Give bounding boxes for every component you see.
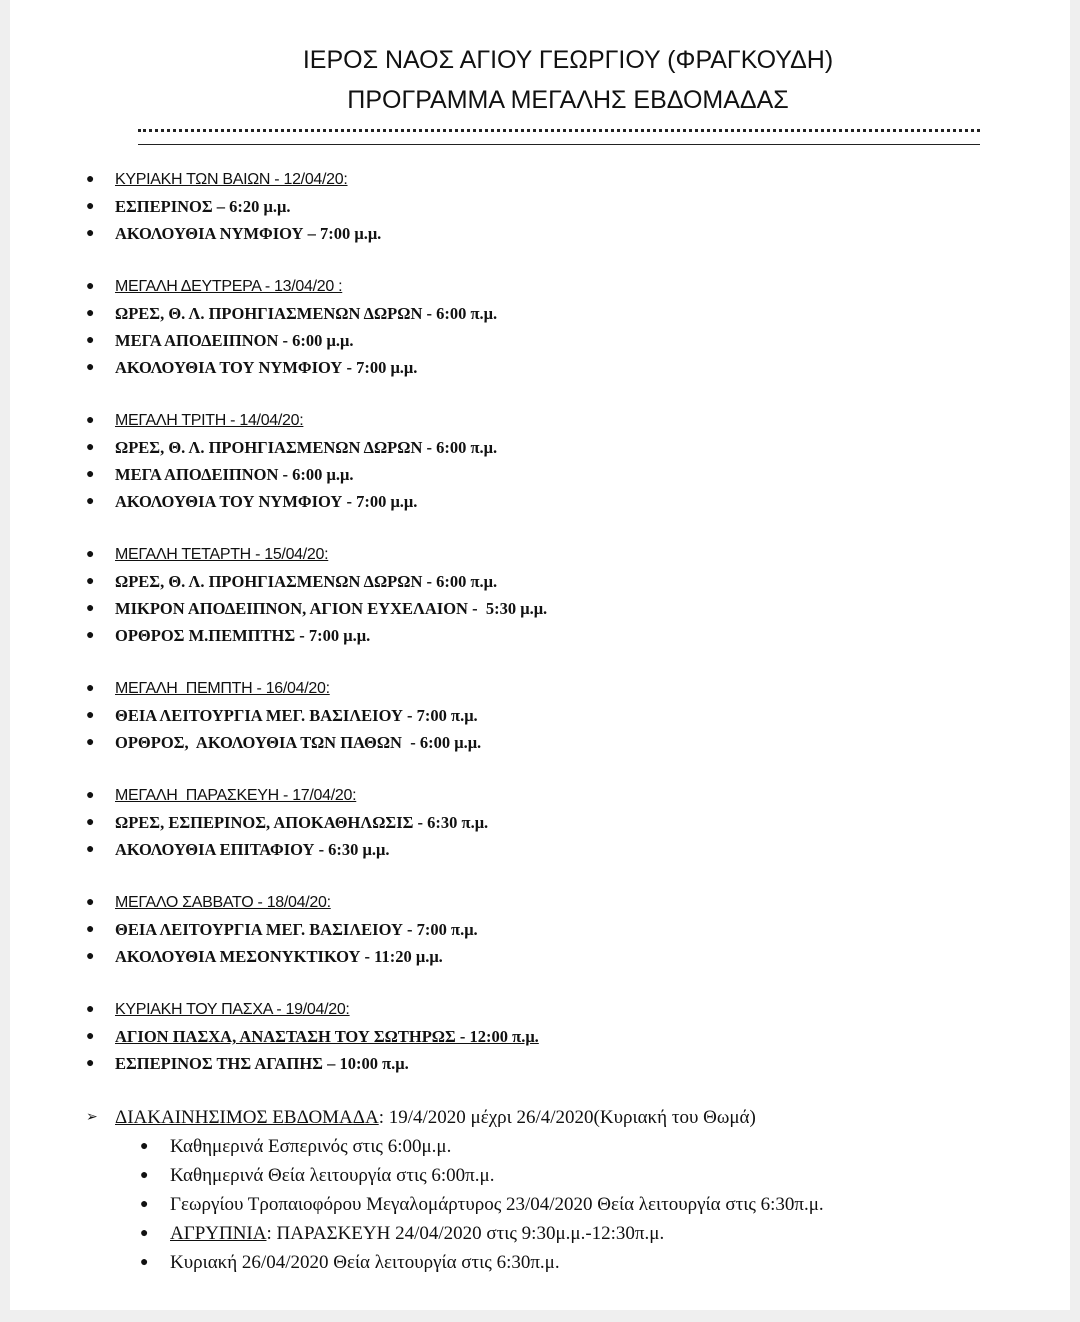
bullet-icon: ●	[86, 601, 95, 616]
bullet-icon: ●	[86, 574, 95, 589]
church-title: ΙΕΡΟΣ ΝΑΟΣ ΑΓΙΟΥ ΓΕΩΡΓΙΟΥ (ΦΡΑΓΚΟΥΔΗ)	[302, 46, 834, 74]
service-item	[10, 488, 1070, 515]
bullet-icon: ●	[86, 1002, 95, 1017]
day-heading	[10, 782, 1070, 809]
renewal-item	[10, 1219, 1070, 1248]
bullet-icon: ●	[140, 1197, 149, 1212]
service-item	[10, 595, 1070, 622]
bullet-icon: ●	[86, 708, 95, 723]
renewal-item	[10, 1248, 1070, 1277]
bullet-icon: ●	[86, 1029, 95, 1044]
renewal-item-text	[170, 1132, 451, 1161]
day-heading	[10, 273, 1070, 300]
document-page	[10, 0, 1070, 1310]
day-heading-text: ΜΕΓΑΛΟ ΣΑΒΒΑΤΟ - 18/04/20:	[115, 894, 331, 911]
day-heading	[10, 675, 1070, 702]
service-text: ΟΡΘΡΟΣ, ΑΚΟΛΟΥΘΙΑ ΤΩΝ ΠΑΘΩΝ - 6:00 μ.μ.	[115, 733, 482, 752]
service-text: ΩΡΕΣ, Θ. Λ. ΠΡΟΗΓΙΑΣΜΕΝΩΝ ΔΩΡΩΝ - 6:00 π.μ.	[115, 572, 498, 591]
day-heading	[10, 996, 1070, 1023]
service-text: ΑΚΟΛΟΥΘΙΑ ΜΕΣΟΝΥΚΤΙΚΟΥ - 11:20 μ.μ.	[115, 947, 443, 966]
bullet-icon: ●	[86, 494, 95, 509]
bullet-icon: ●	[140, 1255, 149, 1270]
renewal-item-text	[170, 1161, 494, 1190]
bullet-icon: ●	[86, 895, 95, 910]
bullet-icon: ●	[86, 413, 95, 428]
day-heading-text: ΜΕΓΑΛΗ ΤΡΙΤΗ - 14/04/20:	[115, 412, 304, 429]
day-heading-text: ΜΕΓΑΛΗ ΠΕΜΠΤΗ - 16/04/20:	[115, 680, 330, 697]
blank-line	[10, 247, 1070, 273]
renewal-week-text	[115, 1103, 756, 1132]
bullet-icon: ●	[140, 1139, 149, 1154]
service-text: ΘΕΙΑ ΛΕΙΤΟΥΡΓΙΑ ΜΕΓ. ΒΑΣΙΛΕΙΟΥ - 7:00 π.μ.	[115, 706, 478, 725]
service-text: ΟΡΘΡΟΣ Μ.ΠΕΜΠΤΗΣ - 7:00 μ.μ.	[115, 626, 371, 645]
bullet-icon: ●	[86, 199, 95, 214]
blank-line	[10, 1077, 1070, 1103]
renewal-item	[10, 1190, 1070, 1219]
service-text: ΑΓΙΟΝ ΠΑΣΧΑ, ΑΝΑΣΤΑΣΗ ΤΟΥ ΣΩΤΗΡΩΣ - 12:00 π.μ.	[115, 1027, 539, 1046]
service-text: ΑΚΟΛΟΥΘΙΑ ΕΠΙΤΑΦΙΟΥ - 6:30 μ.μ.	[115, 840, 390, 859]
service-item	[10, 916, 1070, 943]
service-text: ΩΡΕΣ, Θ. Λ. ΠΡΟΗΓΙΑΣΜΕΝΩΝ ΔΩΡΩΝ - 6:00 π.μ.	[115, 438, 498, 457]
bullet-icon: ●	[86, 815, 95, 830]
day-heading	[10, 166, 1070, 193]
bullet-icon: ●	[86, 226, 95, 241]
service-text: ΑΚΟΛΟΥΘΙΑ ΝΥΜΦΙΟΥ – 7:00 μ.μ.	[115, 224, 382, 243]
bullet-icon: ●	[86, 788, 95, 803]
day-heading-text: ΚΥΡΙΑΚΗ ΤΟΥ ΠΑΣΧΑ - 19/04/20:	[115, 1001, 350, 1018]
renewal-item-text	[170, 1248, 560, 1277]
bullet-icon: ●	[86, 1056, 95, 1071]
service-item	[10, 809, 1070, 836]
bullet-icon: ●	[86, 842, 95, 857]
renewal-item	[10, 1161, 1070, 1190]
day-heading-text: ΜΕΓΑΛΗ ΔΕΥΤΡΕΡΑ - 13/04/20 :	[115, 278, 343, 295]
bullet-icon: ●	[86, 306, 95, 321]
renewal-week-label: ΔΙΑΚΑΙΝΗΣΙΜΟΣ ΕΒΔΟΜΑΔΑ	[115, 1107, 379, 1128]
blank-line	[10, 381, 1070, 407]
bullet-icon: ●	[86, 172, 95, 187]
day-heading	[10, 889, 1070, 916]
bullet-icon: ●	[86, 735, 95, 750]
bullet-icon: ●	[140, 1168, 149, 1183]
arrow-bullet-icon: ➢	[86, 1110, 98, 1125]
renewal-week-dates: : 19/4/2020 μέχρι 26/4/2020(Κυριακή του Θωμά)	[378, 1107, 756, 1128]
schedule-title: ΠΡΟΓΡΑΜΜΑ ΜΕΓΑΛΗΣ ΕΒΔΟΜΑΔΑΣ	[347, 86, 789, 114]
service-item	[10, 354, 1070, 381]
service-text: ΜΕΓΑ ΑΠΟΔΕΙΠΝΟΝ - 6:00 μ.μ.	[115, 331, 354, 350]
service-text: ΜΙΚΡΟΝ ΑΠΟΔΕΙΠΝΟΝ, ΑΓΙΟΝ ΕΥΧΕΛΑΙΟΝ - 5:30 μ.μ.	[115, 599, 548, 618]
bullet-icon: ●	[86, 681, 95, 696]
service-text: ΜΕΓΑ ΑΠΟΔΕΙΠΝΟΝ - 6:00 μ.μ.	[115, 465, 354, 484]
bullet-icon: ●	[86, 467, 95, 482]
service-item	[10, 943, 1070, 970]
service-item	[10, 1050, 1070, 1077]
service-item	[10, 836, 1070, 863]
service-item	[10, 434, 1070, 461]
service-item	[10, 461, 1070, 488]
service-item	[10, 568, 1070, 595]
blank-line	[10, 970, 1070, 996]
blank-line	[10, 863, 1070, 889]
service-item	[10, 702, 1070, 729]
day-heading-text: ΚΥΡΙΑΚΗ ΤΩΝ ΒΑΙΩΝ - 12/04/20:	[115, 171, 348, 188]
service-item	[10, 729, 1070, 756]
bullet-icon: ●	[86, 333, 95, 348]
service-text: ΕΣΠΕΡΙΝΟΣ – 6:20 μ.μ.	[115, 197, 291, 216]
renewal-item-text	[170, 1219, 664, 1248]
renewal-item-label: ΑΓΡΥΠΝΙΑ	[170, 1223, 267, 1244]
bullet-icon: ●	[86, 949, 95, 964]
bullet-icon: ●	[86, 360, 95, 375]
day-heading	[10, 407, 1070, 434]
service-item	[10, 193, 1070, 220]
day-heading-text: ΜΕΓΑΛΗ ΤΕΤΑΡΤΗ - 15/04/20:	[115, 546, 329, 563]
service-text: ΕΣΠΕΡΙΝΟΣ ΤΗΣ ΑΓΑΠΗΣ – 10:00 π.μ.	[115, 1054, 409, 1073]
schedule-list	[10, 166, 1070, 1277]
service-item	[10, 300, 1070, 327]
bullet-icon: ●	[86, 279, 95, 294]
bullet-icon: ●	[86, 440, 95, 455]
renewal-item-body: Καθημερινά Θεία λειτουργία στις 6:00π.μ.	[170, 1165, 495, 1186]
renewal-item-body: Κυριακή 26/04/2020 Θεία λειτουργία στις 6:30π.μ.	[170, 1252, 560, 1273]
blank-line	[10, 756, 1070, 782]
renewal-item-body: Γεωργίου Τροπαιοφόρου Μεγαλομάρτυρος 23/04/2020 Θεία λειτουργία στις 6:30π.μ.	[170, 1194, 824, 1215]
day-heading	[10, 541, 1070, 568]
renewal-item-text	[170, 1190, 824, 1219]
bullet-icon: ●	[86, 547, 95, 562]
solid-divider	[138, 144, 980, 145]
renewal-item-body: Καθημερινά Εσπερινός στις 6:00μ.μ.	[170, 1136, 452, 1157]
service-item	[10, 327, 1070, 354]
bullet-icon: ●	[140, 1226, 149, 1241]
service-text: ΑΚΟΛΟΥΘΙΑ ΤΟΥ ΝΥΜΦΙΟΥ - 7:00 μ.μ.	[115, 358, 418, 377]
service-text: ΩΡΕΣ, ΕΣΠΕΡΙΝΟΣ, ΑΠΟΚΑΘΗΛΩΣΙΣ - 6:30 π.μ.	[115, 813, 489, 832]
renewal-item-body: : ΠΑΡΑΣΚΕΥΗ 24/04/2020 στις 9:30μ.μ.-12:30π.μ.	[266, 1223, 665, 1244]
service-item	[10, 622, 1070, 649]
service-item	[10, 220, 1070, 247]
blank-line	[10, 515, 1070, 541]
service-text: ΑΚΟΛΟΥΘΙΑ ΤΟΥ ΝΥΜΦΙΟΥ - 7:00 μ.μ.	[115, 492, 418, 511]
bullet-icon: ●	[86, 628, 95, 643]
service-text: ΘΕΙΑ ΛΕΙΤΟΥΡΓΙΑ ΜΕΓ. ΒΑΣΙΛΕΙΟΥ - 7:00 π.μ.	[115, 920, 478, 939]
service-item	[10, 1023, 1070, 1050]
renewal-week-heading	[10, 1103, 1070, 1132]
blank-line	[10, 649, 1070, 675]
service-text: ΩΡΕΣ, Θ. Λ. ΠΡΟΗΓΙΑΣΜΕΝΩΝ ΔΩΡΩΝ - 6:00 π.μ.	[115, 304, 498, 323]
dotted-divider	[138, 129, 980, 132]
renewal-item	[10, 1132, 1070, 1161]
day-heading-text: ΜΕΓΑΛΗ ΠΑΡΑΣΚΕΥΗ - 17/04/20:	[115, 787, 357, 804]
bullet-icon: ●	[86, 922, 95, 937]
